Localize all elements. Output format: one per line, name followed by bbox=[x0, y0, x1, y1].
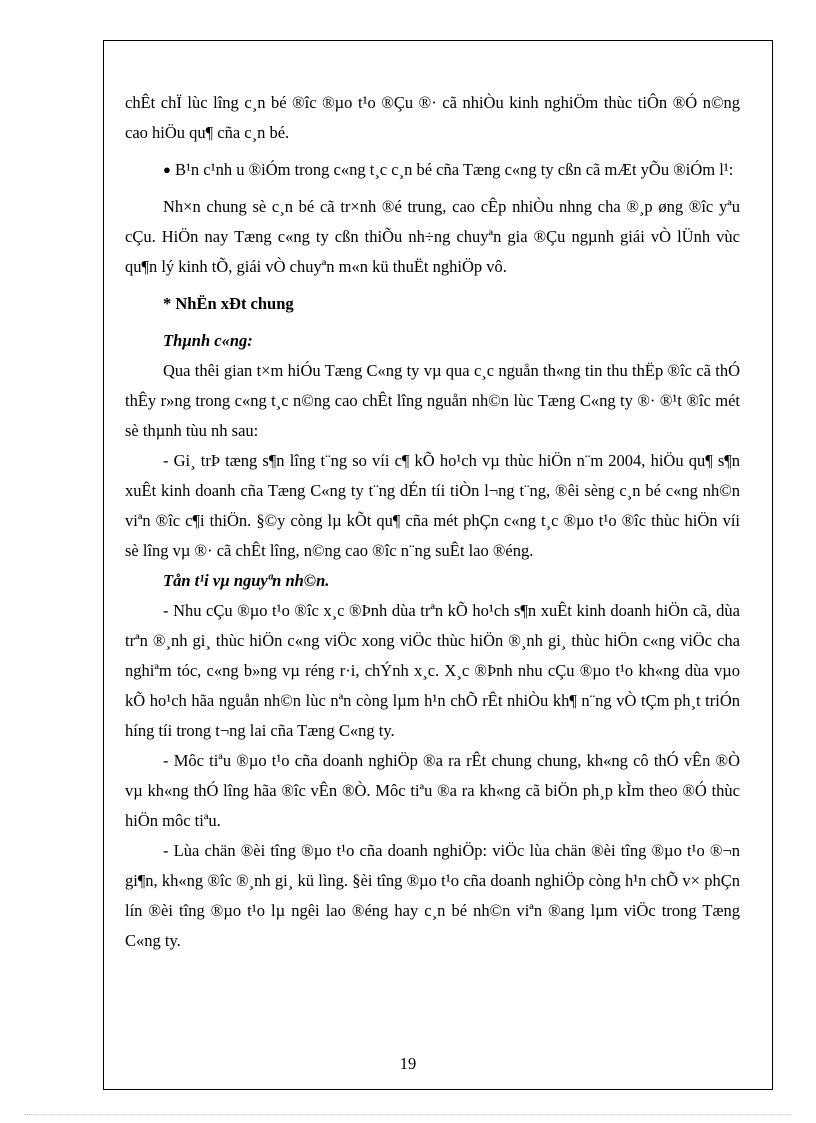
paragraph-1: chÊt chÏ lùc lîng c¸n bé ®îc ®µo t¹o ®Çu ®· cã nhiÒu kinh nghiÖm thùc tiÔn ®Ó n©ng cao hiÖu qu¶ cña c¸n bé. bbox=[125, 93, 740, 142]
paragraph-4: Qua thêi gian t×m hiÓu Tæng C«ng ty vµ qua c¸c nguån th«ng tin thu thËp ®îc cã thÓ thÊy r»ng trong c«ng t¸c n©ng cao chÊt lîng nguån nh©n lùc Tæng C«ng ty ®· ®¹t ®îc mét sè thµnh tùu nh sau: bbox=[125, 361, 740, 440]
page-number: 19 bbox=[399, 1054, 417, 1073]
heading-nhan-xet-chung: * NhËn xÐt chung bbox=[163, 294, 294, 313]
paragraph-6: - Nhu cÇu ®µo t¹o ®îc x¸c ®Þnh dùa trªn kÕ ho¹ch s¶n xuÊt kinh doanh hiÖn cã, dùa trªn ®¸nh gi¸ thùc hiÖn c«ng viÖc xong viÖc thùc hiÖn ®¸nh gi¸ thùc hiÖn c«ng viÖc cha nghiªm tóc, c«ng b»ng vµ réng r·i, chÝnh x¸c. X¸c ®Þnh nhu cÇu ®µo t¹o kh«ng dùa vµo kÕ ho¹ch hãa nguån nh©n lùc nªn còng lµm h¹n chÕ rÊt nhiÒu kh¶ n¨ng vÒ tÇm ph¸t triÓn híng tíi trong t¬ng lai cña Tæng C«ng ty. bbox=[125, 601, 740, 740]
paragraph-5: - Gi¸ trÞ tæng s¶n lîng t¨ng so víi c¶ kÕ ho¹ch vµ thùc hiÖn n¨m 2004, hiÖu qu¶ s¶n xuÊt kinh doanh cña Tæng C«ng ty t¨ng dÉn tíi tiÒn l¬ng t¨ng, ®êi sèng c¸n bé c«ng nh©n viªn ®îc c¶i thiÖn. §©y còng lµ kÕt qu¶ cña mét phÇn c«ng t¸c ®µo t¹o ®îc thùc hiÖn víi sè lîng vµ ®· cã chÊt lîng, n©ng cao ®îc n¨ng suÊt lao ®éng. bbox=[125, 451, 740, 560]
heading-thanh-cong: Thµnh c«ng: bbox=[163, 331, 253, 350]
bullet-text: B¹n c¹nh u ®iÓm trong c«ng t¸c c¸n bé cña Tæng c«ng ty cßn cã mÆt yÕu ®iÓm l¹: bbox=[174, 160, 734, 179]
paragraph-3: Nh×n chung sè c¸n bé cã tr×nh ®é trung, cao cÊp nhiÒu nhng cha ®¸p øng ®îc yªu cÇu. HiÖn nay Tæng c«ng ty cßn thiÕu nh÷ng chuyªn gia ®Çu ngµnh giái vÒ lÜnh vùc qu¶n lý kinh tÕ, giái vÒ chuyªn m«n kü thuËt nghiÖp vô. bbox=[125, 197, 740, 276]
paragraph-8: - Lùa chän ®èi tîng ®µo t¹o cña doanh nghiÖp: viÖc lùa chän ®èi tîng ®µo t¹o ®¬n gi¶n, kh«ng ®îc ®¸nh gi¸ kü lìng. §èi tîng ®µo t¹o cña doanh nghiÖp còng h¹n chÕ v× phÇn lín ®èi tîng ®µo t¹o lµ ngêi lao ®éng hay c¸n bé nh©n viªn ®ang lµm viÖc trong Tæng C«ng ty. bbox=[125, 841, 740, 950]
heading-ton-tai: Tån t¹i vµ nguyªn nh©n. bbox=[163, 571, 330, 590]
bullet-icon: ● bbox=[163, 162, 171, 177]
page-bottom-divider bbox=[24, 1114, 792, 1115]
paragraph-7: - Môc tiªu ®µo t¹o cña doanh nghiÖp ®a ra rÊt chung chung, kh«ng cô thÓ vÊn ®Ò vµ kh«ng thÓ lîng hãa ®îc vÊn ®Ò. Môc tiªu ®a ra kh«ng cã biÖn ph¸p kÌm theo ®Ó thùc hiÖn môc tiªu. bbox=[125, 751, 740, 830]
bullet-paragraph bbox=[125, 155, 740, 185]
document-body bbox=[125, 88, 740, 956]
